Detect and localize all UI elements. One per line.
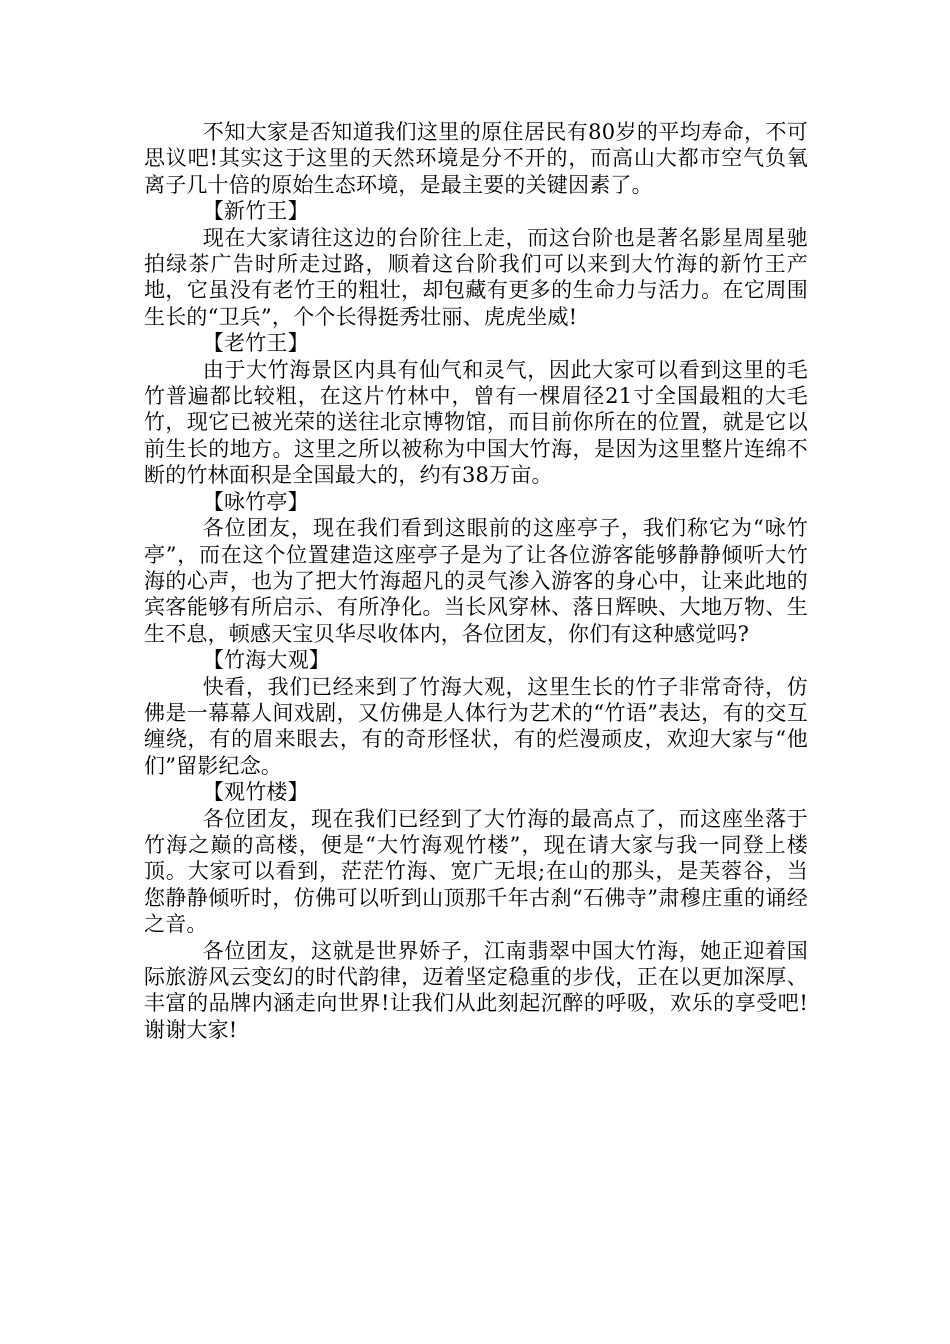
paragraph-closing: 各位团友，这就是世界娇子，江南翡翠中国大竹海，她正迎着国际旅游风云变幻的时代韵律，迈着坚定稳重的步伐，正在以更加深厚、丰富的品牌内涵走向世界!让我们从此刻起沉醉的呼吸，欢乐的享受吧!谢谢大家! <box>144 938 808 1042</box>
heading-bamboo-tower: 【观竹楼】 <box>202 780 309 805</box>
heading-old-bamboo-king: 【老竹王】 <box>202 331 309 356</box>
heading-bamboo-pavilion: 【咏竹亭】 <box>202 489 309 514</box>
heading-new-bamboo-king: 【新竹王】 <box>202 199 309 224</box>
paragraph-bamboo-sea-view: 快看，我们已经来到了竹海大观，这里生长的竹子非常奇待，仿佛是一幕幕人间戏剧，又仿佛是人体行为艺术的“竹语”表达，有的交互缠绕，有的眉来眼去，有的奇形怪状，有的烂漫顽皮，欢迎大家与“他们”留影纪念。 <box>144 674 808 778</box>
heading-bamboo-sea-view: 【竹海大观】 <box>202 648 330 673</box>
paragraph-bamboo-tower: 各位团友，现在我们已经到了大竹海的最高点了，而这座坐落于竹海之巅的高楼，便是“大竹海观竹楼”，现在请大家与我一同登上楼顶。大家可以看到，茫茫竹海、宽广无垠;在山的那头，是芙蓉谷，当您静静倾听时，仿佛可以听到山顶那千年古刹“石佛寺”肃穆庄重的诵经之音。 <box>144 806 808 937</box>
paragraph-longevity: 不知大家是否知道我们这里的原住居民有80岁的平均寿命，不可思议吧!其实这于这里的天然环境是分不开的，而高山大都市空气负氧离子几十倍的原始生态环境，是最主要的关键因素了。 <box>144 120 808 197</box>
document-body <box>144 119 808 1043</box>
paragraph-old-bamboo-king: 由于大竹海景区内具有仙气和灵气，因此大家可以看到这里的毛竹普遍都比较粗，在这片竹林中，曾有一棵眉径21寸全国最粗的大毛竹，现它已被光荣的送往北京博物馆，而目前你所在的位置，就是它以前生长的地方。这里之所以被称为中国大竹海，是因为这里整片连绵不断的竹林面积是全国最大的，约有38万亩。 <box>144 357 808 488</box>
paragraph-bamboo-pavilion: 各位团友，现在我们看到这眼前的这座亭子，我们称它为“咏竹亭”，而在这个位置建造这座亭子是为了让各位游客能够静静倾听大竹海的心声，也为了把大竹海超凡的灵气渗入游客的身心中，让来此地的宾客能够有所启示、有所净化。当长风穿林、落日辉映、大地万物、生生不息，顿感天宝贝华尽收体内，各位团友，你们有这种感觉吗? <box>144 516 808 646</box>
paragraph-new-bamboo-king: 现在大家请往这边的台阶往上走，而这台阶也是著名影星周星驰拍绿茶广告时所走过路，顺着这台阶我们可以来到大竹海的新竹王产地，它虽没有老竹王的粗壮，却包藏有更多的生命力与活力。在它周围生长的“卫兵”，个个长得挺秀壮丽、虎虎坐威! <box>144 225 808 329</box>
